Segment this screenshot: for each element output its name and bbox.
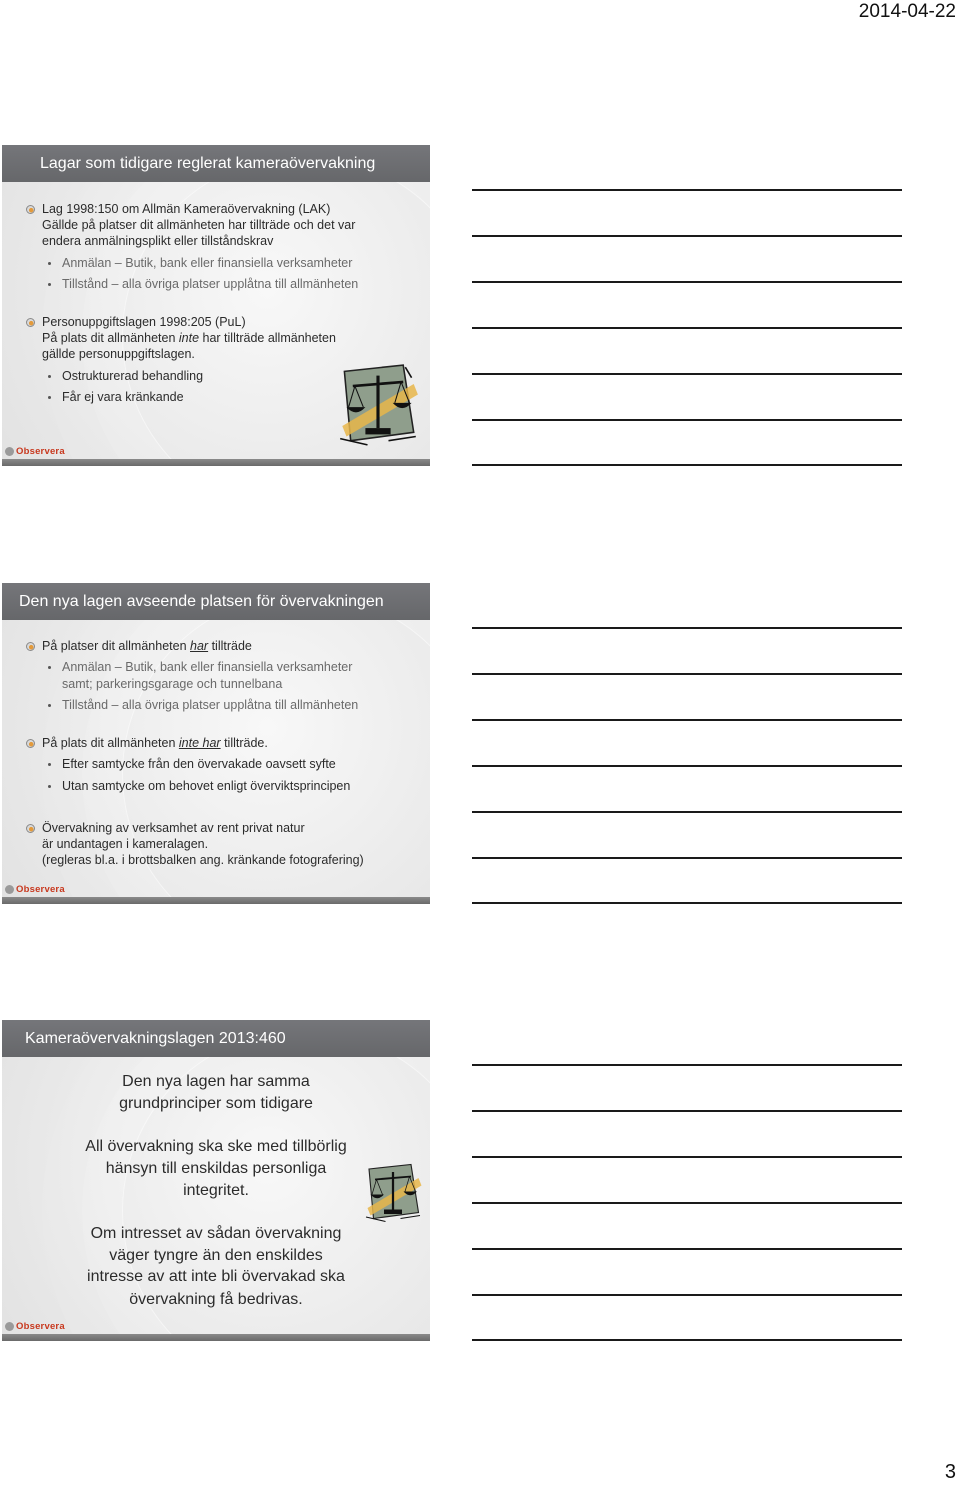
paragraph-line: intresse av att inte bli övervakad ska <box>87 1268 345 1285</box>
bullet-icon <box>26 824 35 833</box>
note-line <box>472 464 902 466</box>
paragraph-line: All övervakning ska ske med tillbörlig <box>85 1138 347 1155</box>
note-line <box>472 1156 902 1158</box>
page-number: 3 <box>944 1461 956 1483</box>
sub-bullet-dot <box>48 785 51 788</box>
bullet-icon <box>26 739 35 748</box>
bullet-text: På plats dit allmänheten inte har tillträde allmänheten <box>42 331 336 345</box>
observera-logo: Observera <box>5 444 65 458</box>
note-line <box>472 1339 902 1341</box>
emphasis-inte-har: inte har <box>178 736 221 750</box>
scales-of-justice-icon <box>363 1157 423 1229</box>
note-line <box>472 235 902 237</box>
sub-bullet-text: Anmälan – Butik, bank eller finansiella verksamheter <box>62 660 353 674</box>
paragraph-line: väger tyngre än den enskildes <box>109 1247 323 1264</box>
handout-date: 2014-04-22 <box>858 1 956 22</box>
note-line <box>472 1110 902 1112</box>
note-line <box>472 327 902 329</box>
sub-bullet-dot <box>48 283 51 286</box>
slide-title: Lagar som tidigare reglerat kameraövervakning <box>40 155 376 172</box>
sub-bullet-text: Tillstånd – alla övriga platser upplåtna till allmänheten <box>62 698 359 712</box>
bullet-text: Övervakning av verksamhet av rent privat natur <box>42 821 305 835</box>
slide-footer-strip <box>2 459 430 466</box>
paragraph-line: grundprinciper som tidigare <box>119 1095 313 1112</box>
note-line <box>472 1248 902 1250</box>
slide-title: Kameraövervakningslagen 2013:460 <box>25 1030 286 1047</box>
paragraph-line: övervakning få bedrivas. <box>129 1291 303 1308</box>
paragraph-line: hänsyn till enskildas personliga <box>105 1160 327 1177</box>
note-line <box>472 189 902 191</box>
bullet-text: gällde personuppgiftslagen. <box>42 347 195 361</box>
sub-bullet-text: Tillstånd – alla övriga platser upplåtna till allmänheten <box>62 277 359 291</box>
note-line <box>472 373 902 375</box>
sub-bullet-text: Efter samtycke från den övervakade oavsett syfte <box>62 757 336 771</box>
note-line <box>472 811 902 813</box>
slide-footer-strip <box>2 1334 430 1341</box>
paragraph-line: Om intresset av sådan övervakning <box>90 1225 342 1242</box>
note-line <box>472 857 902 859</box>
paragraph-line: integritet. <box>183 1182 249 1199</box>
note-line <box>472 902 902 904</box>
sub-bullet-dot <box>48 763 51 766</box>
bullet-text: endera anmälningsplikt eller tillståndskrav <box>42 234 274 248</box>
note-line <box>472 1064 902 1066</box>
sub-bullet-text: Får ej vara kränkande <box>62 390 184 404</box>
bullet-icon <box>26 205 35 214</box>
note-line <box>472 719 902 721</box>
sub-bullet-text: Anmälan – Butik, bank eller finansiella verksamheter <box>62 256 353 270</box>
note-line <box>472 281 902 283</box>
note-line <box>472 419 902 421</box>
sub-bullet-text: Ostrukturerad behandling <box>62 369 204 383</box>
note-line <box>472 673 902 675</box>
bullet-text: (regleras bl.a. i brottsbalken ang. kränkande fotografering) <box>42 853 364 867</box>
note-line <box>472 1294 902 1296</box>
sub-bullet-dot <box>48 704 51 707</box>
bullet-text: Personuppgiftslagen 1998:205 (PuL) <box>42 315 246 329</box>
slide-title: Den nya lagen avseende platsen för övervakningen <box>19 593 384 610</box>
paragraph-line: Den nya lagen har samma <box>122 1073 310 1090</box>
emphasis-har: har <box>190 639 209 653</box>
sub-bullet-dot <box>48 262 51 265</box>
sub-bullet-dot <box>48 666 51 669</box>
bullet-text: Lag 1998:150 om Allmän Kameraövervakning (LAK) <box>42 202 331 216</box>
bullet-icon <box>26 318 35 327</box>
bullet-text: Gällde på platser dit allmänheten har tillträde och det var <box>42 218 356 232</box>
slide-footer-strip <box>2 897 430 904</box>
logo-mark-icon <box>5 885 14 894</box>
sub-bullet-text: Utan samtycke om behovet enligt överviktsprincipen <box>62 779 351 793</box>
note-line <box>472 627 902 629</box>
note-line <box>472 1202 902 1204</box>
slide-1 <box>2 145 430 466</box>
sub-bullet-dot <box>48 396 51 399</box>
bullet-icon <box>26 642 35 651</box>
note-line <box>472 765 902 767</box>
observera-logo: Observera <box>5 882 65 896</box>
slide-2 <box>2 583 430 904</box>
bullet-text: På platser dit allmänheten har tillträde <box>42 639 252 653</box>
slide-3 <box>2 1020 430 1341</box>
bullet-text: är undantagen i kameralagen. <box>42 837 209 851</box>
logo-mark-icon <box>5 447 14 456</box>
sub-bullet-text: samt; parkeringsgarage och tunnelbana <box>62 677 283 691</box>
scales-of-justice-icon <box>336 363 420 447</box>
bullet-text: På plats dit allmänheten inte har tillträde. <box>42 736 268 750</box>
emphasis-inte: inte <box>178 331 200 345</box>
observera-logo: Observera <box>5 1319 65 1333</box>
logo-mark-icon <box>5 1322 14 1331</box>
sub-bullet-dot <box>48 375 51 378</box>
